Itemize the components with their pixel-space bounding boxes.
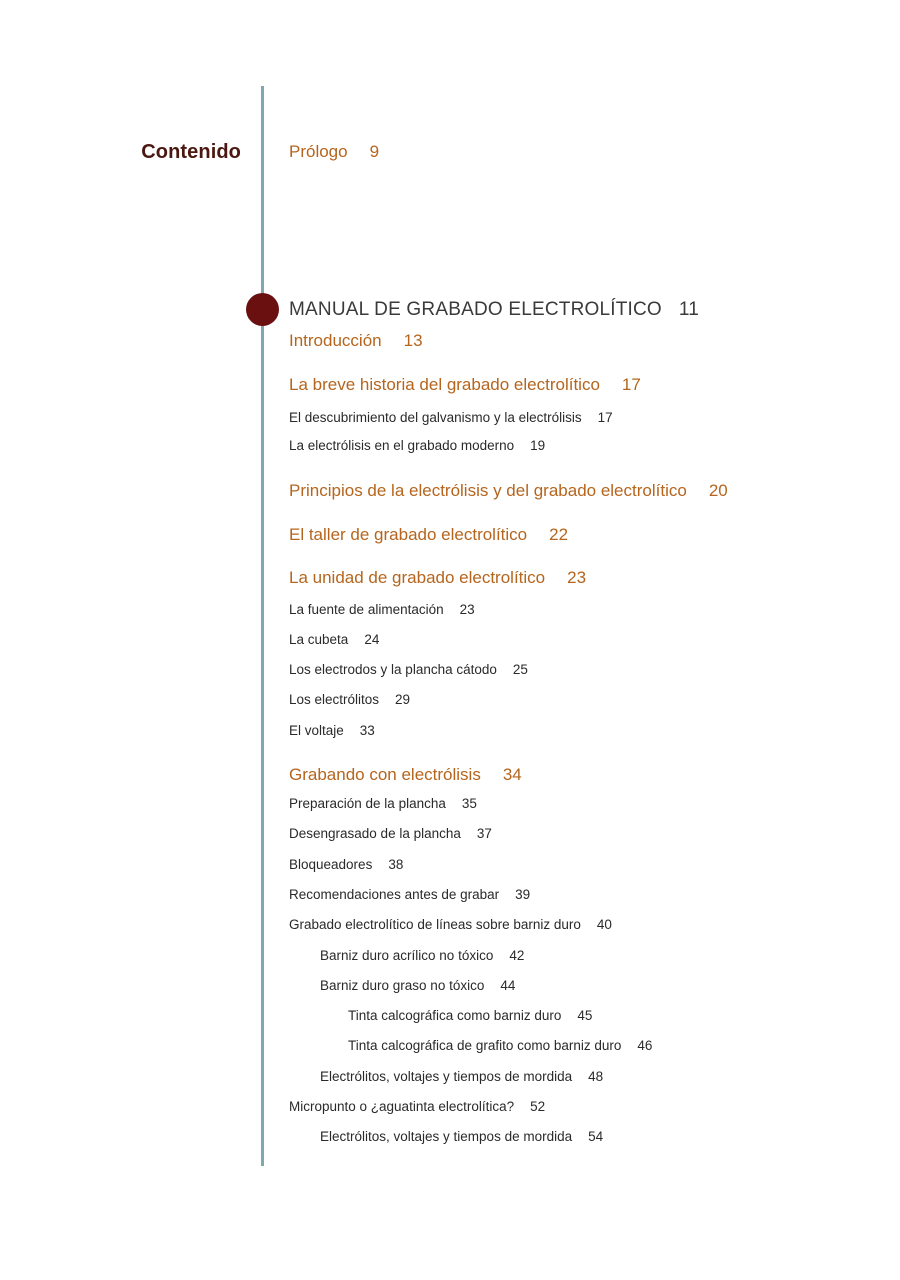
toc-entry-label: Micropunto o ¿aguatinta electrolítica? xyxy=(289,1099,515,1114)
toc-entry[interactable] xyxy=(320,1129,603,1144)
toc-entry-label: Electrólitos, voltajes y tiempos de mordida xyxy=(320,1069,573,1084)
toc-entry-page-number: 17 xyxy=(621,375,641,394)
toc-entry-page-number: 52 xyxy=(530,1099,546,1114)
toc-entry[interactable] xyxy=(289,917,612,932)
toc-entry[interactable] xyxy=(289,375,641,395)
toc-entry-page-number: 45 xyxy=(577,1008,593,1023)
toc-entry[interactable] xyxy=(348,1038,652,1053)
toc-entry-label: La breve historia del grabado electrolítico xyxy=(289,375,600,394)
toc-entry[interactable] xyxy=(348,1008,592,1023)
toc-entry-label: Electrólitos, voltajes y tiempos de mordida xyxy=(320,1129,573,1144)
toc-entry-label: Desengrasado de la plancha xyxy=(289,826,461,841)
toc-entry-page-number: 44 xyxy=(500,978,516,993)
toc-entry-label: Grabando con electrólisis xyxy=(289,765,481,784)
toc-entry-page-number: 13 xyxy=(403,331,423,350)
page-title: Contenido xyxy=(141,141,241,163)
toc-entry-label: El taller de grabado electrolítico xyxy=(289,525,528,544)
toc-entry[interactable] xyxy=(320,978,515,993)
toc-entry-page-number: 22 xyxy=(549,525,569,544)
toc-entry-page-number: 23 xyxy=(567,568,587,587)
toc-entry[interactable] xyxy=(289,796,477,811)
toc-entry[interactable] xyxy=(289,568,586,588)
toc-entry[interactable] xyxy=(289,602,475,617)
toc-entry[interactable] xyxy=(289,525,568,545)
toc-entry-label: La unidad de grabado electrolítico xyxy=(289,568,546,587)
vertical-rule xyxy=(261,86,264,1166)
toc-entry-label: Los electrodos y la plancha cátodo xyxy=(289,662,497,677)
toc-entry-page-number: 38 xyxy=(388,857,404,872)
toc-entry[interactable] xyxy=(289,692,410,707)
toc-entry-label: La fuente de alimentación xyxy=(289,602,444,617)
toc-entry-page-number: 23 xyxy=(459,602,475,617)
toc-entry-page-number: 25 xyxy=(512,662,528,677)
toc-entry[interactable] xyxy=(289,765,522,785)
toc-entry-page-number: 42 xyxy=(509,948,525,963)
toc-entry-page-number: 11 xyxy=(678,299,700,320)
toc-entry[interactable] xyxy=(289,723,375,738)
toc-entry[interactable] xyxy=(320,948,524,963)
toc-entry-page-number: 54 xyxy=(588,1129,604,1144)
toc-entry[interactable] xyxy=(289,857,403,872)
toc-entry-page-number: 40 xyxy=(596,917,612,932)
toc-entry-page-number: 39 xyxy=(515,887,531,902)
toc-entry-label: Barniz duro acrílico no tóxico xyxy=(320,948,494,963)
toc-entry-label: Principios de la electrólisis y del grabado electrolítico xyxy=(289,481,687,500)
toc-entry[interactable] xyxy=(289,632,379,647)
toc-entry-label: Tinta calcográfica como barniz duro xyxy=(348,1008,562,1023)
toc-entry-page-number: 48 xyxy=(588,1069,604,1084)
toc-entry-label: Grabado electrolítico de líneas sobre barniz duro xyxy=(289,917,581,932)
toc-entry-label: Preparación de la plancha xyxy=(289,796,446,811)
toc-entry[interactable] xyxy=(289,1099,545,1114)
toc-entry-label: La electrólisis en el grabado moderno xyxy=(289,438,515,453)
toc-entry-label: Prólogo xyxy=(289,142,348,161)
toc-entry[interactable] xyxy=(289,410,613,425)
toc-entry-label: Los electrólitos xyxy=(289,692,380,707)
toc-entry[interactable] xyxy=(289,142,379,162)
toc-entry-page-number: 29 xyxy=(395,692,411,707)
toc-entry-page-number: 17 xyxy=(597,410,613,425)
toc-entry[interactable] xyxy=(289,438,545,453)
toc-entry-label: Tinta calcográfica de grafito como barniz duro xyxy=(348,1038,622,1053)
toc-entry-label: Bloqueadores xyxy=(289,857,373,872)
toc-entry-page-number: 9 xyxy=(369,142,380,161)
toc-entry-page-number: 19 xyxy=(530,438,546,453)
toc-entry-page-number: 37 xyxy=(476,826,492,841)
toc-entry[interactable] xyxy=(289,662,528,677)
toc-entry[interactable] xyxy=(289,331,423,351)
toc-entry-label: Introducción xyxy=(289,331,382,350)
toc-entry[interactable] xyxy=(289,826,492,841)
toc-entry-page-number: 20 xyxy=(708,481,728,500)
toc-entry-label: Barniz duro graso no tóxico xyxy=(320,978,485,993)
toc-entry-page-number: 35 xyxy=(461,796,477,811)
toc-entry-label: La cubeta xyxy=(289,632,349,647)
toc-entry-page-number: 34 xyxy=(502,765,522,784)
toc-entry[interactable] xyxy=(289,299,699,321)
toc-entry-page-number: 46 xyxy=(637,1038,653,1053)
toc-entry-label: Recomendaciones antes de grabar xyxy=(289,887,500,902)
toc-entry-label: El voltaje xyxy=(289,723,344,738)
toc-entry-label: MANUAL DE GRABADO ELECTROLÍTICO xyxy=(289,299,662,320)
toc-entry-label: El descubrimiento del galvanismo y la electrólisis xyxy=(289,410,582,425)
toc-entry[interactable] xyxy=(320,1069,603,1084)
chapter-marker-dot xyxy=(246,293,279,326)
toc-entry-page-number: 24 xyxy=(364,632,380,647)
toc-entry[interactable] xyxy=(289,481,728,501)
toc-entry[interactable] xyxy=(289,887,530,902)
toc-entry-page-number: 33 xyxy=(359,723,375,738)
